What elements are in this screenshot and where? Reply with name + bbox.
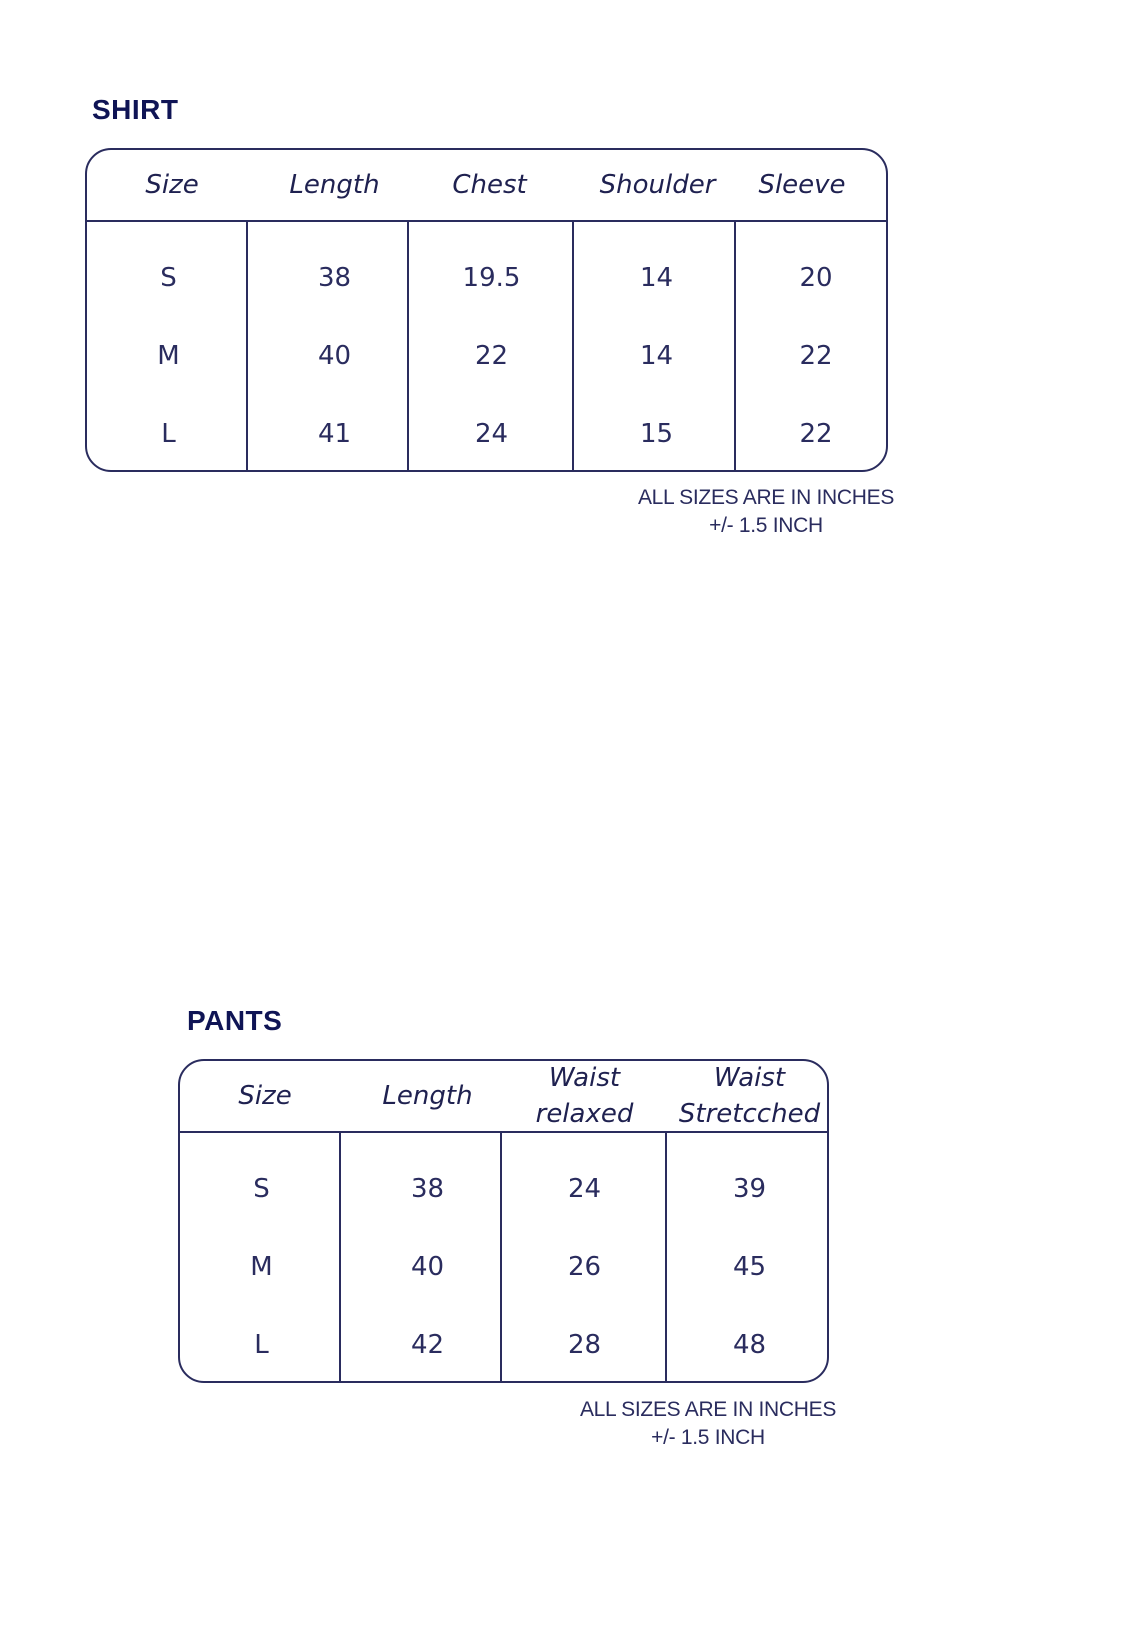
- pants-cell-waist-relaxed: 28: [567, 1330, 602, 1360]
- shirt-cell-chest: 24: [474, 419, 509, 449]
- shirt-table-header: [87, 150, 886, 222]
- pants-note-units: ALL SIZES ARE IN INCHES: [579, 1398, 837, 1421]
- shirt-header-chest: Chest: [452, 170, 527, 200]
- pants-header-waist-stretched: [667, 1061, 829, 1131]
- shirt-title: SHIRT: [92, 94, 179, 125]
- pants-title: PANTS: [187, 1005, 283, 1036]
- shirt-cell-size: M: [157, 341, 180, 371]
- pants-cell-size: S: [253, 1174, 270, 1204]
- shirt-size-table: [85, 148, 888, 472]
- shirt-cell-length: 40: [317, 341, 352, 371]
- shirt-header-length: Length: [289, 170, 380, 200]
- shirt-cell-length: 38: [317, 263, 352, 293]
- shirt-cell-chest: 22: [474, 341, 509, 371]
- pants-cell-length: 38: [410, 1174, 445, 1204]
- pants-header-waist-relaxed: [502, 1061, 667, 1131]
- shirt-note-tolerance: +/- 1.5 INCH: [709, 514, 823, 537]
- pants-cell-waist-stretched: 45: [732, 1252, 767, 1282]
- shirt-cell-sleeve: 22: [799, 341, 833, 371]
- pants-cell-waist-relaxed: 26: [567, 1252, 602, 1282]
- pants-cell-waist-stretched: 39: [732, 1174, 767, 1204]
- shirt-cell-shoulder: 14: [639, 263, 674, 293]
- pants-cell-size: M: [250, 1252, 273, 1282]
- pants-cell-waist-relaxed: 24: [567, 1174, 602, 1204]
- shirt-cell-size: S: [160, 263, 177, 293]
- pants-size-table: [178, 1059, 829, 1383]
- shirt-header-shoulder: Shoulder: [599, 170, 716, 200]
- pants-cell-length: 42: [410, 1330, 445, 1360]
- shirt-cell-shoulder: 15: [639, 419, 674, 449]
- pants-header-waist-stretched-label: Waist Stretcched: [678, 1063, 821, 1129]
- shirt-cell-chest: 19.5: [462, 263, 521, 293]
- pants-table-header: [180, 1061, 827, 1133]
- pants-note-tolerance: +/- 1.5 INCH: [651, 1426, 765, 1449]
- shirt-cell-sleeve: 20: [799, 263, 833, 293]
- shirt-cell-size: L: [161, 419, 176, 449]
- shirt-header-size: Size: [145, 170, 199, 200]
- shirt-note-units: ALL SIZES ARE IN INCHES: [637, 486, 895, 509]
- shirt-cell-sleeve: 22: [799, 419, 833, 449]
- pants-header-waist-relaxed-label: Waist relaxed: [535, 1063, 634, 1129]
- pants-cell-size: L: [254, 1330, 269, 1360]
- shirt-cell-shoulder: 14: [639, 341, 674, 371]
- pants-cell-length: 40: [410, 1252, 445, 1282]
- shirt-size-note: [636, 484, 896, 540]
- pants-size-note: [578, 1396, 838, 1452]
- shirt-cell-length: 41: [317, 419, 352, 449]
- pants-header-size: Size: [238, 1081, 292, 1111]
- pants-header-length: Length: [382, 1081, 473, 1111]
- shirt-header-sleeve: Sleeve: [758, 170, 846, 200]
- pants-cell-waist-stretched: 48: [732, 1330, 767, 1360]
